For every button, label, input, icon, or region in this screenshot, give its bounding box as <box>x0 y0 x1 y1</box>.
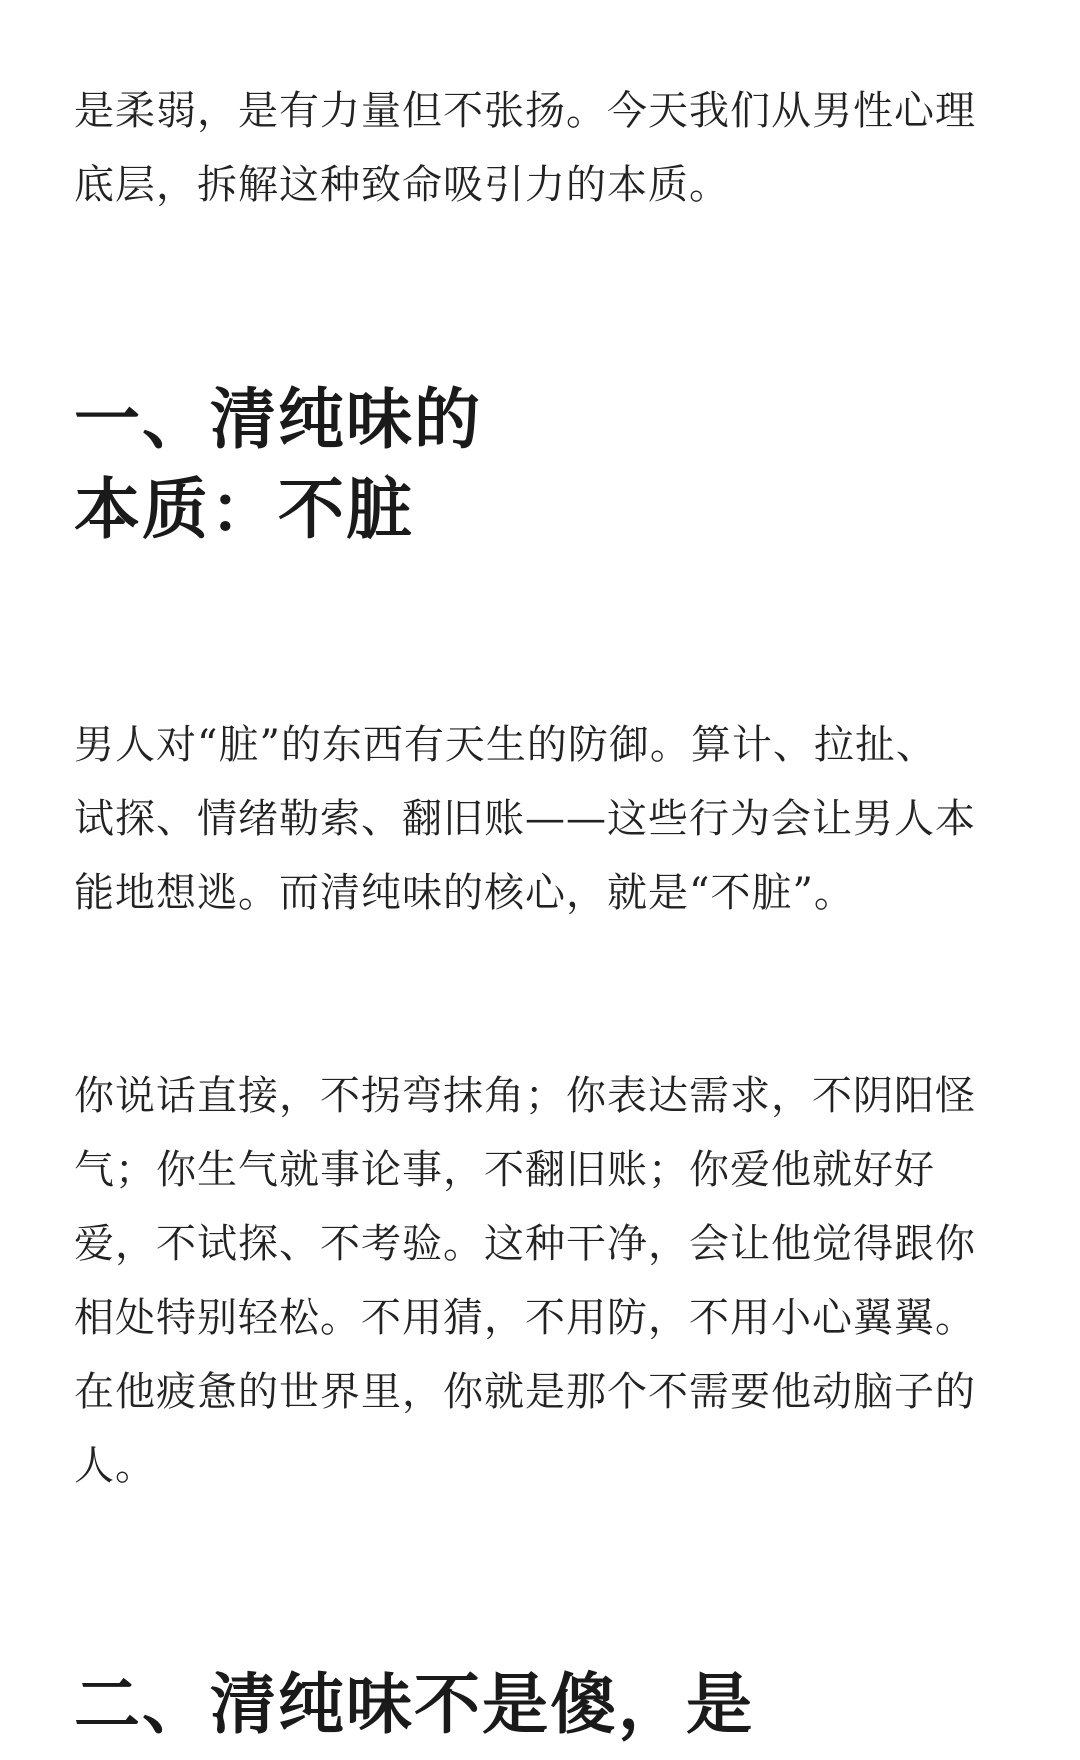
paragraph-line: 男人对“脏”的东西有天生的防御。算计、拉扯、 <box>74 722 937 768</box>
paragraph-line: 人。 <box>74 1443 156 1489</box>
paragraph-line: 气；你生气就事论事，不翻旧账；你爱他就好好 <box>74 1147 935 1193</box>
section-2-heading <box>74 1660 754 1750</box>
paragraph-line: 能地想逃。而清纯味的核心，就是“不脏”。 <box>74 870 855 916</box>
intro-paragraph <box>74 74 976 222</box>
section-1-heading <box>74 375 482 555</box>
heading-line: 一、清纯味的 <box>74 381 482 458</box>
paragraph-line: 底层，拆解这种致命吸引力的本质。 <box>74 162 730 208</box>
section-1-paragraph-2 <box>74 1059 976 1503</box>
heading-line: 二、清纯味不是傻，是 <box>74 1666 754 1743</box>
paragraph-line: 相处特别轻松。不用猜，不用防，不用小心翼翼。 <box>74 1295 976 1341</box>
paragraph-line: 是柔弱，是有力量但不张扬。今天我们从男性心理 <box>74 88 976 134</box>
paragraph-line: 在他疲惫的世界里，你就是那个不需要他动脑子的 <box>74 1369 976 1415</box>
heading-line: 本质：不脏 <box>74 471 414 548</box>
paragraph-line: 你说话直接，不拐弯抹角；你表达需求，不阴阳怪 <box>74 1073 976 1119</box>
paragraph-line: 试探、情绪勒索、翻旧账——这些行为会让男人本 <box>74 796 976 842</box>
paragraph-line: 爱，不试探、不考验。这种干净，会让他觉得跟你 <box>74 1221 976 1267</box>
section-1-paragraph-1 <box>74 708 976 930</box>
